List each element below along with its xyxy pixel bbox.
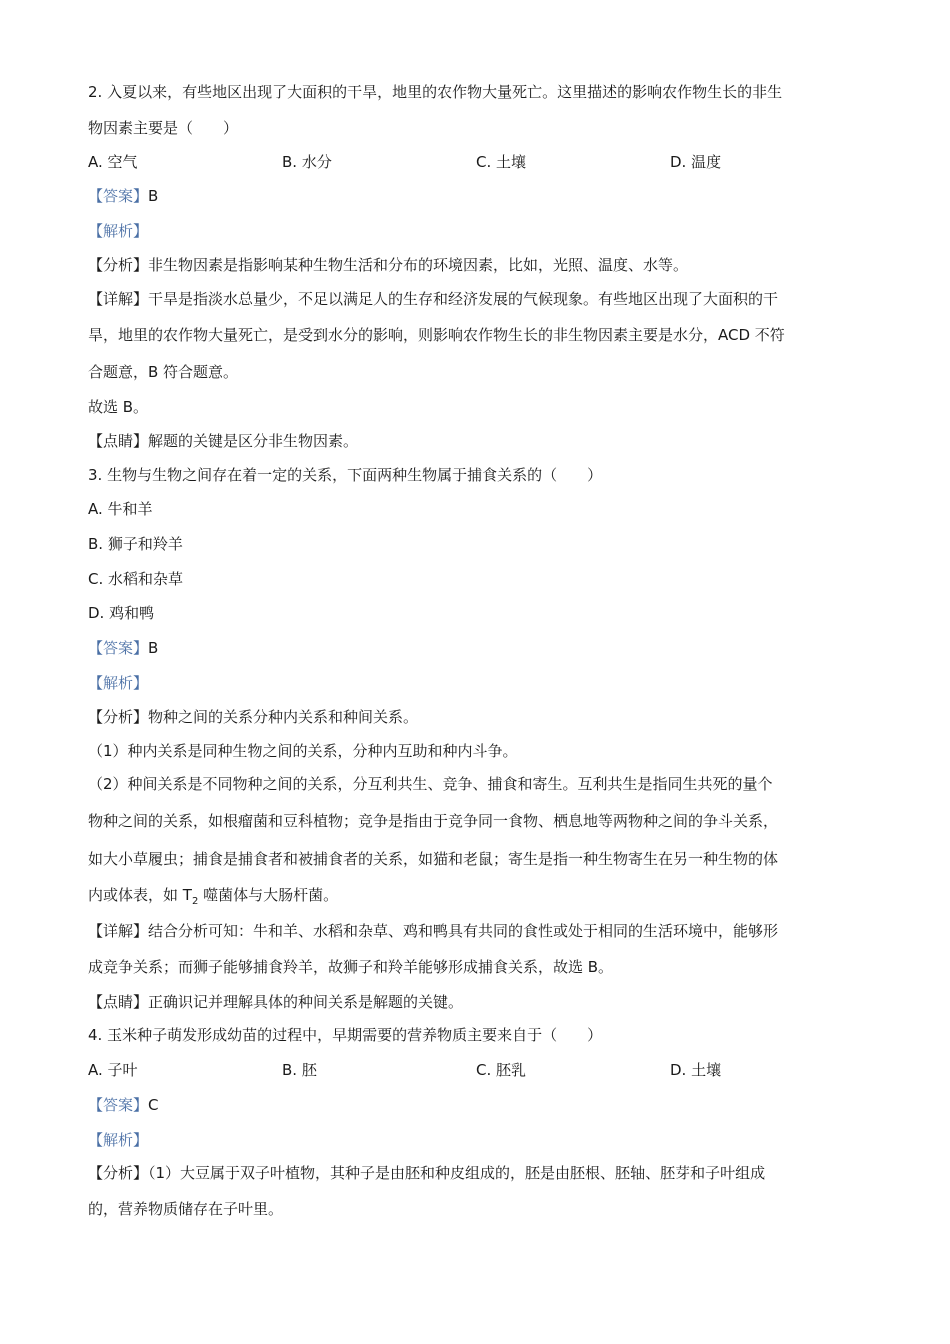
fenxi-text: 非生物因素是指影响某种生物生活和分布的环境因素，比如，光照、温度、水等。 — [148, 256, 689, 274]
q2-option-d: D. 温度 — [670, 153, 722, 171]
q2-fenxi — [88, 254, 868, 276]
q3-option-a: A. 牛和羊 — [88, 500, 153, 518]
q2-option-c: C. 土壤 — [476, 153, 527, 171]
q2-option-a: A. 空气 — [88, 153, 138, 171]
q3-detail-line-1 — [88, 920, 868, 942]
q4-option-d: D. 土壤 — [670, 1061, 722, 1079]
detail-text: 干旱是指淡水总量少，不足以满足人的生存和经济发展的气候现象。有些地区出现了大面积的干 — [148, 290, 779, 308]
subscript: 2 — [191, 896, 199, 907]
fenxi-tag: 【分析】 — [88, 256, 149, 274]
fenxi-tag: 【分析】 — [88, 708, 149, 726]
fenxi-text: （1）大豆属于双子叶植物，其种子是由胚和种皮组成的，胚是由胚根、胚轴、胚芽和子叶组成 — [148, 1164, 766, 1182]
q2-conclusion: 故选 B。 — [88, 398, 149, 416]
point-tag: 【点睛】 — [88, 432, 149, 450]
q3-fenxi — [88, 706, 868, 728]
q3-paragraph-2-line-3: 如大小草履虫；捕食是捕食者和被捕食者的关系，如猫和老鼠；寄生是指一种生物寄生在另一种生物的体 — [88, 850, 779, 868]
point-text: 正确识记并理解具体的种间关系是解题的关键。 — [148, 993, 464, 1011]
point-text: 解题的关键是区分非生物因素。 — [148, 432, 359, 450]
q4-option-c: C. 胚乳 — [476, 1061, 527, 1079]
q4-option-a: A. 子叶 — [88, 1061, 138, 1079]
text-fragment: 噬菌体与大肠杆菌。 — [198, 886, 339, 904]
q2-detail-line-2: 旱，地里的农作物大量死亡，是受到水分的影响，则影响农作物生长的非生物因素主要是水分，ACD 不符 — [88, 326, 785, 344]
q3-paragraph-2-line-1: （2）种间关系是不同物种之间的关系，分互利共生、竞争、捕食和寄生。互利共生是指同生共死的量个 — [88, 775, 773, 793]
q3-point — [88, 991, 868, 1013]
fenxi-text: 物种之间的关系分种内关系和种间关系。 — [148, 708, 419, 726]
answer-value: B — [148, 639, 159, 657]
fenxi-tag: 【分析】 — [88, 1164, 149, 1182]
answer-value: C — [148, 1096, 159, 1114]
detail-tag: 【详解】 — [88, 922, 149, 940]
detail-text: 结合分析可知：牛和羊、水稻和杂草、鸡和鸭具有共同的食性或处于相同的生活环境中，能够形 — [148, 922, 779, 940]
q4-stem: 4. 玉米种子萌发形成幼苗的过程中，早期需要的营养物质主要来自于（ ） — [88, 1026, 603, 1044]
answer-tag: 【答案】 — [88, 187, 149, 205]
q3-option-c: C. 水稻和杂草 — [88, 570, 184, 588]
q2-analysis-tag: 【解析】 — [88, 222, 149, 240]
q3-detail-line-2: 成竞争关系；而狮子能够捕食羚羊，故狮子和羚羊能够形成捕食关系，故选 B。 — [88, 958, 614, 976]
q4-option-b: B. 胚 — [282, 1061, 317, 1079]
q3-answer — [88, 637, 868, 659]
answer-value: B — [148, 187, 159, 205]
q2-answer — [88, 185, 868, 207]
detail-tag: 【详解】 — [88, 290, 149, 308]
q3-option-b: B. 狮子和羚羊 — [88, 535, 183, 553]
q3-paragraph-2-line-2: 物种之间的关系，如根瘤菌和豆科植物；竞争是指由于竞争同一食物、栖息地等两物种之间的争斗关系， — [88, 812, 779, 830]
q4-fenxi-line-1 — [88, 1162, 868, 1184]
q3-paragraph-1: （1）种内关系是同种生物之间的关系，分种内互助和种内斗争。 — [88, 742, 518, 760]
q2-option-b: B. 水分 — [282, 153, 332, 171]
q2-detail-line-1 — [88, 288, 868, 310]
text-fragment: 内或体表，如 T — [88, 886, 192, 904]
q4-analysis-tag: 【解析】 — [88, 1131, 149, 1149]
q3-analysis-tag: 【解析】 — [88, 674, 149, 692]
answer-tag: 【答案】 — [88, 1096, 149, 1114]
q2-stem-line-2: 物因素主要是（ ） — [88, 119, 239, 137]
answer-tag: 【答案】 — [88, 639, 149, 657]
q4-answer — [88, 1094, 868, 1116]
q3-paragraph-2-line-4 — [88, 884, 868, 906]
q3-option-d: D. 鸡和鸭 — [88, 604, 155, 622]
q2-detail-line-3: 合题意，B 符合题意。 — [88, 363, 239, 381]
q3-stem: 3. 生物与生物之间存在着一定的关系，下面两种生物属于捕食关系的（ ） — [88, 466, 603, 484]
q4-fenxi-line-2: 的，营养物质储存在子叶里。 — [88, 1200, 284, 1218]
q2-stem-line-1: 2. 入夏以来，有些地区出现了大面积的干旱，地里的农作物大量死亡。这里描述的影响农作物生长的非生 — [88, 83, 783, 101]
q2-point — [88, 430, 868, 452]
point-tag: 【点睛】 — [88, 993, 149, 1011]
